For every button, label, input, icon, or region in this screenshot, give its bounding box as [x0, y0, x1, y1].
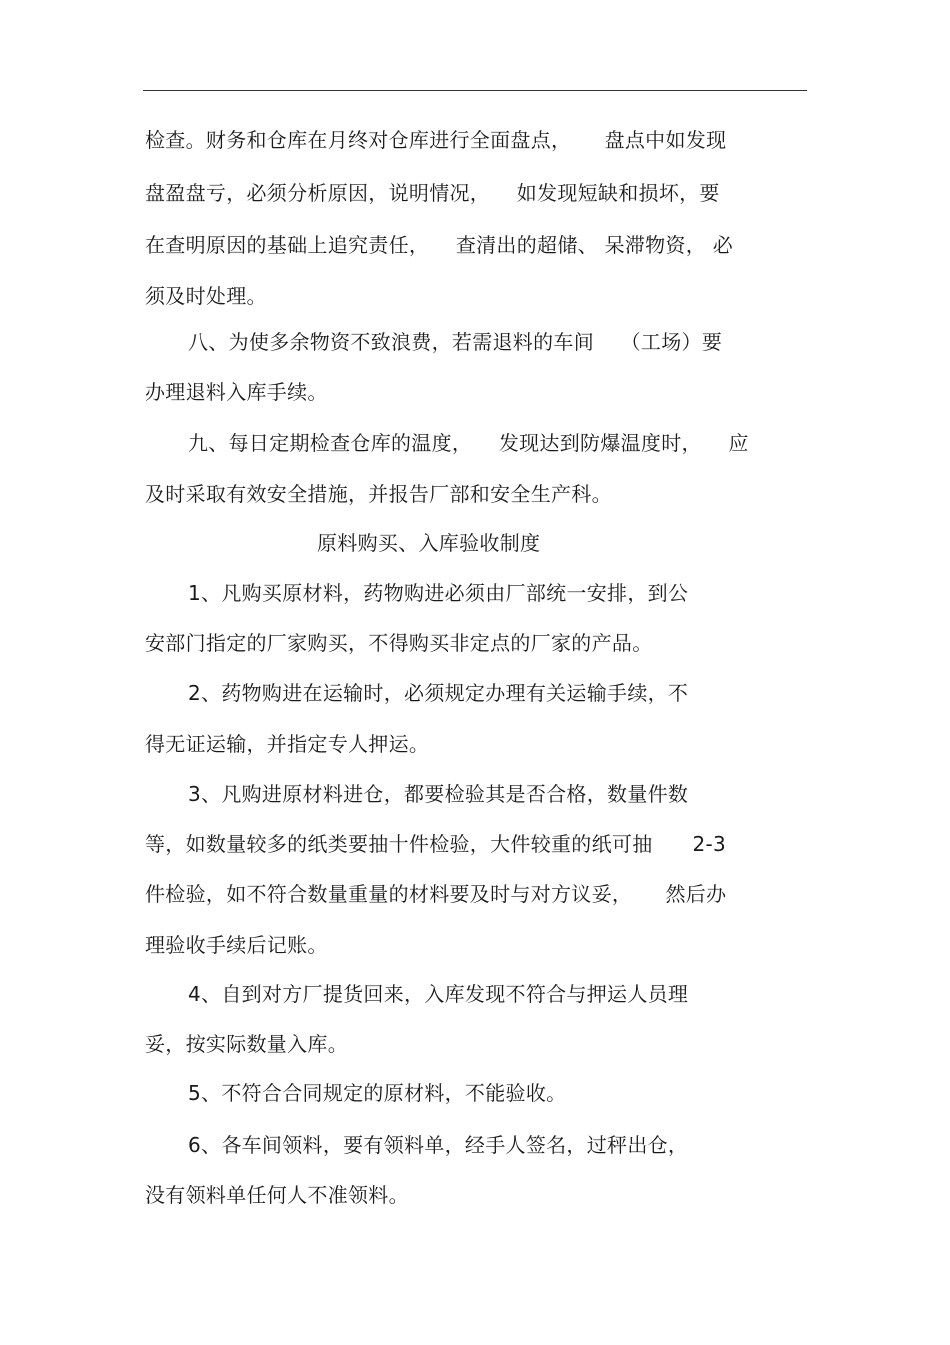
paragraph-line: 没有领料单任何人不准领料。: [145, 1183, 409, 1207]
paragraph-line: 件检验，如不符合数量重量的材料要及时与对方议妥， 然后办: [145, 882, 727, 906]
paragraph-line: 理验收手续后记账。: [145, 933, 328, 957]
paragraph-line: 八、为使多余物资不致浪费，若需退料的车间 （工场）要: [188, 330, 723, 354]
paragraph-line: 须及时处理。: [145, 284, 267, 308]
paragraph-line: 在查明原因的基础上追究责任， 查清出的超储、 呆滞物资， 必: [145, 233, 734, 257]
paragraph-line: 1、凡购买原材料，药物购进必须由厂部统一安排，到公: [188, 581, 689, 605]
paragraph-line: 及时采取有效安全措施，并报告厂部和安全生产科。: [145, 482, 612, 506]
paragraph-line: 得无证运输，并指定专人押运。: [145, 732, 430, 756]
section-heading: 原料购买、入库验收制度: [317, 531, 541, 555]
paragraph-line: 妥，按实际数量入库。: [145, 1032, 348, 1056]
paragraph-line: 6、各车间领料，要有领料单，经手人签名，过秤出仓，: [188, 1133, 689, 1157]
paragraph-line: 盘盈盘亏，必须分析原因，说明情况， 如发现短缺和损坏，要: [145, 181, 720, 205]
paragraph-line: 2、药物购进在运输时，必须规定办理有关运输手续，不: [188, 681, 689, 705]
paragraph-line: 九、每日定期检查仓库的温度， 发现达到防爆温度时， 应: [188, 431, 749, 455]
paragraph-line: 安部门指定的厂家购买，不得购买非定点的厂家的产品。: [145, 631, 653, 655]
header-rule: [143, 90, 807, 91]
paragraph-line: 5、不符合合同规定的原材料，不能验收。: [188, 1081, 567, 1105]
paragraph-line: 办理退料入库手续。: [145, 380, 328, 404]
paragraph-line: 3、凡购进原材料进仓，都要检验其是否合格，数量件数: [188, 782, 689, 806]
paragraph-line: 等，如数量较多的纸类要抽十件检验，大件较重的纸可抽 2-3: [145, 832, 727, 856]
paragraph-line: 检查。财务和仓库在月终对仓库进行全面盘点， 盘点中如发现: [145, 128, 727, 152]
paragraph-line: 4、自到对方厂提货回来，入库发现不符合与押运人员理: [188, 982, 689, 1006]
